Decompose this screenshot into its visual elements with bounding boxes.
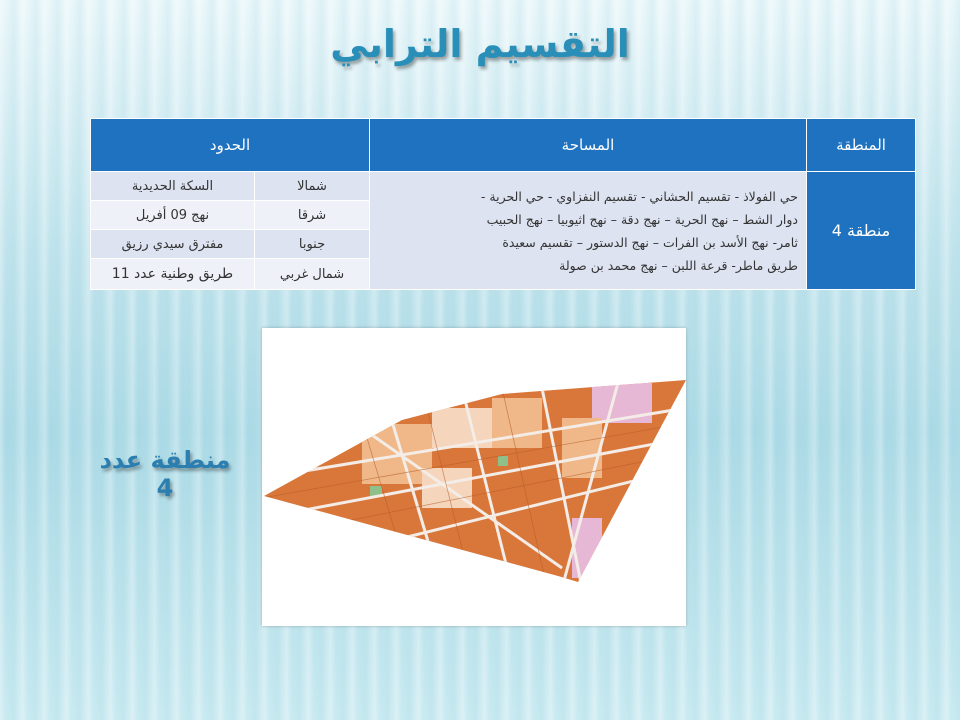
area-cell xyxy=(370,172,807,290)
table-header-row xyxy=(91,119,916,172)
header-bounds: الحدود xyxy=(91,119,370,172)
zone-caption: منطقة عدد 4 xyxy=(99,446,231,502)
zone-cell: منطقة 4 xyxy=(807,172,916,290)
map-block-pink xyxy=(592,383,652,423)
table-row xyxy=(91,172,916,201)
bound-direction: شرقا xyxy=(255,201,370,230)
zone-map-image xyxy=(262,328,686,626)
bound-value: طريق وطنية عدد 11 xyxy=(91,259,255,290)
bound-direction: شمالا xyxy=(255,172,370,201)
bound-value: السكة الحديدية xyxy=(91,172,255,201)
header-area: المساحة xyxy=(370,119,807,172)
area-line: طريق ماطر- قرعة اللبن – نهج محمد بن صولة xyxy=(559,257,798,273)
area-line: دوار الشط – نهج الحرية – نهج دقة – نهج اثيوبيا – نهج الحبيب xyxy=(486,211,798,227)
bound-value: نهج 09 أفريل xyxy=(91,201,255,230)
map-block-light xyxy=(492,398,542,448)
map-block-green xyxy=(498,456,508,466)
bound-value: مفترق سيدي رزيق xyxy=(91,230,255,259)
map-svg xyxy=(262,328,686,626)
area-line: ثامر- نهج الأسد بن الفرات – نهج الدستور – تقسيم سعيدة xyxy=(502,234,798,250)
slide-title: التقسيم الترابي xyxy=(330,22,630,66)
header-zone: المنطقة xyxy=(807,119,916,172)
area-line: حي الفولاذ - تقسيم الحشاني - تقسيم النفزاوي - حي الحرية - xyxy=(480,188,798,204)
bound-direction: شمال غربي xyxy=(255,259,370,290)
zone-boundaries-table xyxy=(90,118,916,290)
bound-direction: جنوبا xyxy=(255,230,370,259)
map-block-pink xyxy=(572,518,602,578)
